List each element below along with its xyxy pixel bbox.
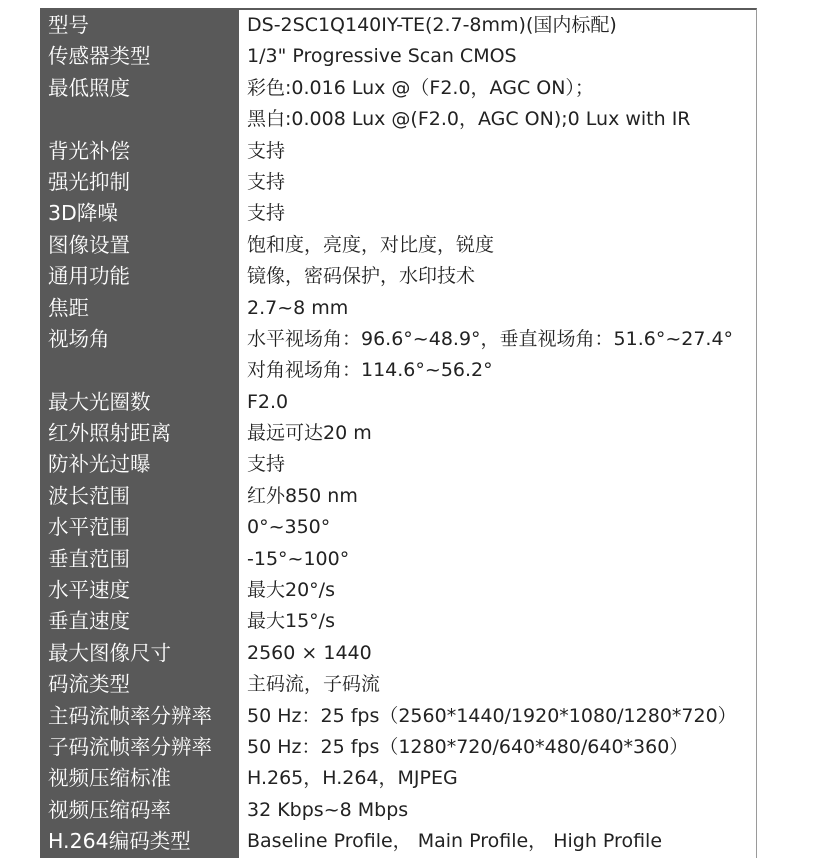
spec-value: 2.7~8 mm [241,293,756,324]
spec-label: 最大图像尺寸 [40,638,241,669]
spec-label: 背光补偿 [40,136,241,167]
spec-label: 传感器类型 [40,41,241,72]
spec-label: 型号 [40,10,241,41]
spec-value: 1/3" Progressive Scan CMOS [241,41,756,72]
spec-value: F2.0 [241,387,756,418]
spec-label: 波长范围 [40,481,241,512]
spec-value: 黑白:0.008 Lux @(F2.0，AGC ON);0 Lux with IR [241,104,756,135]
spec-label: 主码流帧率分辨率 [40,701,241,732]
spec-label [40,104,241,135]
spec-label: 子码流帧率分辨率 [40,732,241,763]
spec-label: 水平范围 [40,512,241,543]
spec-value: 32 Kbps~8 Mbps [241,795,756,826]
spec-value: 最大15°/s [241,606,756,637]
spec-label: 水平速度 [40,575,241,606]
spec-value: 支持 [241,198,756,229]
spec-value: 50 Hz：25 fps（2560*1440/1920*1080/1280*720） [241,701,756,732]
spec-label: 视场角 [40,324,241,355]
spec-label: 垂直范围 [40,544,241,575]
spec-label: 红外照射距离 [40,418,241,449]
spec-value: 彩色:0.016 Lux @（F2.0，AGC ON）； [241,73,756,104]
spec-value: -15°~100° [241,544,756,575]
spec-value: Baseline Profile， Main Profile， High Profile [241,826,756,857]
spec-label: 视频压缩标准 [40,763,241,794]
spec-label: 最低照度 [40,73,241,104]
spec-value: DS-2SC1Q140IY-TE(2.7-8mm)(国内标配) [241,10,756,41]
spec-table [40,8,757,858]
spec-value: 50 Hz：25 fps（1280*720/640*480/640*360） [241,732,756,763]
spec-label: 最大光圈数 [40,387,241,418]
spec-value: 饱和度，亮度，对比度，锐度 [241,230,756,261]
spec-label: 视频压缩码率 [40,795,241,826]
spec-label: 垂直速度 [40,606,241,637]
spec-value: 最远可达20 m [241,418,756,449]
spec-label: 图像设置 [40,230,241,261]
spec-value: 主码流，子码流 [241,669,756,700]
spec-label: 通用功能 [40,261,241,292]
spec-label: H.264编码类型 [40,826,241,857]
spec-label: 3D降噪 [40,198,241,229]
spec-label: 码流类型 [40,669,241,700]
spec-label [40,355,241,386]
spec-value: 支持 [241,136,756,167]
spec-value: 支持 [241,449,756,480]
spec-value: 0°~350° [241,512,756,543]
spec-label: 强光抑制 [40,167,241,198]
spec-value: 最大20°/s [241,575,756,606]
spec-value: H.265，H.264，MJPEG [241,763,756,794]
spec-value: 对角视场角：114.6°~56.2° [241,355,756,386]
spec-value: 水平视场角：96.6°~48.9°，垂直视场角：51.6°~27.4° [241,324,756,355]
spec-value: 2560 × 1440 [241,638,756,669]
spec-value: 支持 [241,167,756,198]
spec-value: 镜像，密码保护，水印技术 [241,261,756,292]
spec-value: 红外850 nm [241,481,756,512]
spec-label: 防补光过曝 [40,449,241,480]
spec-label: 焦距 [40,293,241,324]
